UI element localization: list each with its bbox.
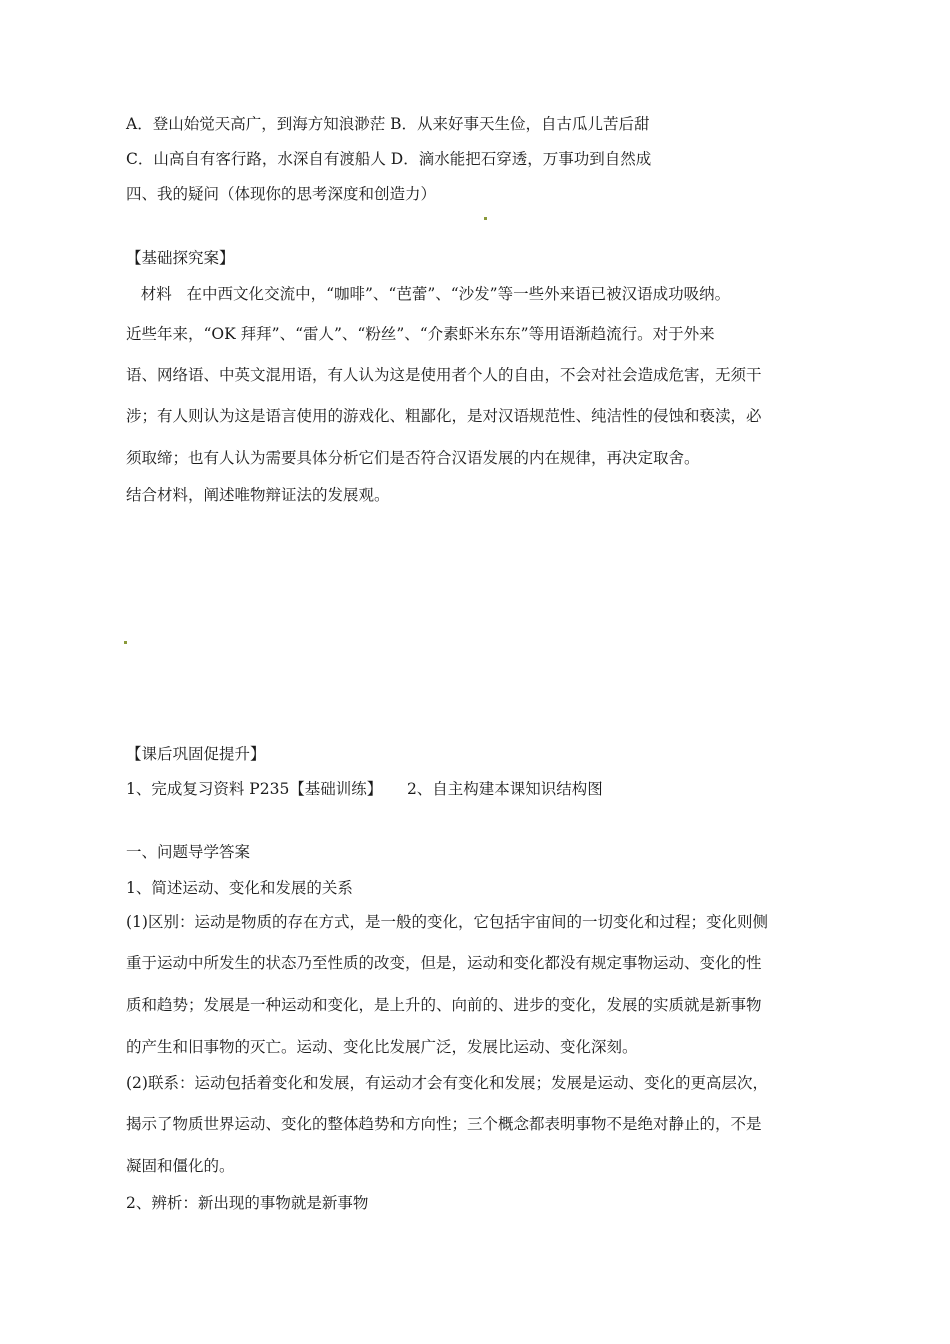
section-title-questions: 四、我的疑问（体现你的思考深度和创造力） bbox=[126, 185, 437, 203]
answer-q1-line-5: (2)联系：运动包括着变化和发展，有运动才会有变化和发展；发展是运动、变化的更高层次， bbox=[126, 1074, 768, 1092]
stray-mark bbox=[484, 217, 487, 220]
after-class-tasks: 1、完成复习资料 P235【基础训练】 2、自主构建本课知识结构图 bbox=[126, 780, 603, 798]
material-line-4: 涉；有人则认为这是语言使用的游戏化、粗鄙化，是对汉语规范性、纯洁性的侵蚀和亵渎，必 bbox=[126, 407, 762, 425]
answer-q1-line-3: 质和趋势；发展是一种运动和变化，是上升的、向前的、进步的变化，发展的实质就是新事物 bbox=[126, 996, 762, 1014]
answer-q1-title: 1、简述运动、变化和发展的关系 bbox=[126, 879, 353, 897]
answer-q1-line-2: 重于运动中所发生的状态乃至性质的改变，但是，运动和变化都没有规定事物运动、变化的性 bbox=[126, 954, 762, 972]
stray-mark bbox=[124, 641, 127, 644]
answer-q1-line-1: (1)区别：运动是物质的存在方式，是一般的变化，它包括宇宙间的一切变化和过程；变化则侧 bbox=[126, 913, 768, 931]
material-line-3: 语、网络语、中英文混用语，有人认为这是使用者个人的自由，不会对社会造成危害，无须干 bbox=[126, 366, 762, 384]
option-line-ab: A．登山始觉天高广，到海方知浪渺茫 B．从来好事天生俭，自古瓜儿苦后甜 bbox=[126, 115, 650, 133]
answer-q1-line-7: 凝固和僵化的。 bbox=[126, 1157, 235, 1175]
answer-q1-line-4: 的产生和旧事物的灭亡。运动、变化比发展广泛，发展比运动、变化深刻。 bbox=[126, 1038, 638, 1056]
material-question: 结合材料，阐述唯物辩证法的发展观。 bbox=[126, 486, 390, 504]
heading-answers: 一、问题导学答案 bbox=[126, 843, 251, 861]
heading-basic-inquiry: 【基础探究案】 bbox=[126, 249, 235, 267]
option-line-cd: C．山高自有客行路，水深自有渡船人 D．滴水能把石穿透，万事功到自然成 bbox=[126, 150, 652, 168]
answer-q1-line-6: 揭示了物质世界运动、变化的整体趋势和方向性；三个概念都表明事物不是绝对静止的，不是 bbox=[126, 1115, 762, 1133]
material-line-5: 须取缔；也有人认为需要具体分析它们是否符合汉语发展的内在规律，再决定取舍。 bbox=[126, 449, 700, 467]
material-line-2: 近些年来，“OK 拜拜”、“雷人”、“粉丝”、“介素虾米东东”等用语渐趋流行。对于外来 bbox=[126, 325, 715, 343]
heading-after-class: 【课后巩固促提升】 bbox=[126, 745, 266, 763]
answer-q2-title: 2、辨析：新出现的事物就是新事物 bbox=[126, 1194, 369, 1212]
material-line-1: 材料 在中西文化交流中，“咖啡”、“芭蕾”、“沙发”等一些外来语已被汉语成功吸纳。 bbox=[126, 285, 731, 303]
